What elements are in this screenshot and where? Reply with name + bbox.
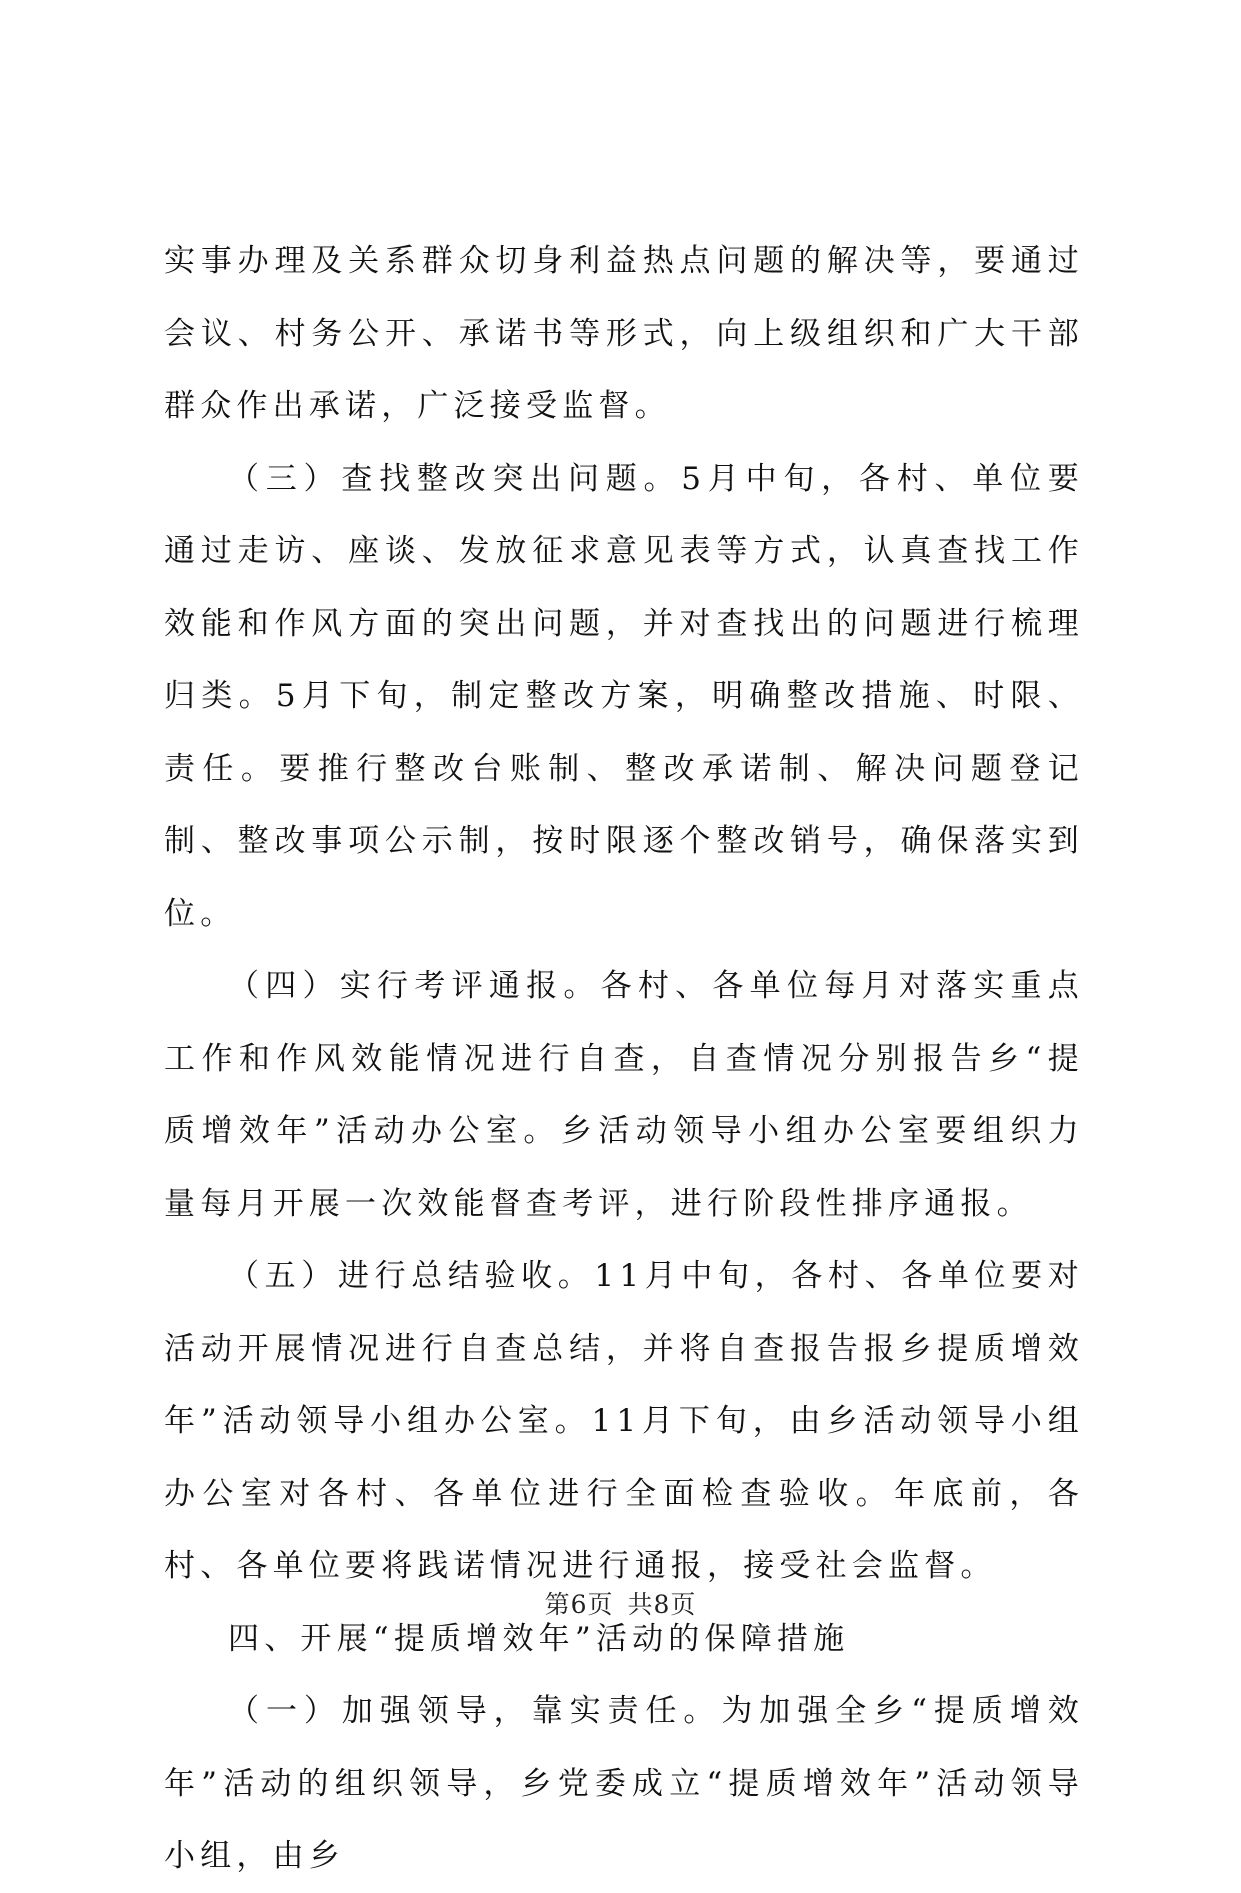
- page-total: 共8页: [627, 1590, 697, 1619]
- document-body: [164, 225, 1084, 1893]
- page-footer: [0, 1585, 1241, 1621]
- paragraph-section-3: （三）查找整改突出问题。5月中旬，各村、单位要通过走访、座谈、发放征求意见表等方式，认真查找工作效能和作风方面的突出问题，并对查找出的问题进行梳理归类。5月下旬，制定整改方案，明确整改措施、时限、责任。要推行整改台账制、整改承诺制、解决问题登记制、整改事项公示制，按时限逐个整改销号，确保落实到位。: [164, 460, 1084, 932]
- section-heading-4: 四、开展“提质增效年”活动的保障措施: [228, 1620, 850, 1657]
- paragraph-measure-1: （一）加强领导，靠实责任。为加强全乡“提质增效年”活动的组织领导，乡党委成立“提质增效年”活动领导小组，由乡: [164, 1693, 1084, 1874]
- paragraph-section-5: （五）进行总结验收。11月中旬，各村、各单位要对活动开展情况进行自查总结，并将自查报告报乡提质增效年”活动领导小组办公室。11月下旬，由乡活动领导小组办公室对各村、各单位进行全面检查验收。年底前，各村、各单位要将践诺情况进行通报，接受社会监督。: [164, 1258, 1084, 1584]
- paragraph-section-4: （四）实行考评通报。各村、各单位每月对落实重点工作和作风效能情况进行自查，自查情况分别报告乡“提质增效年”活动办公室。乡活动领导小组办公室要组织力量每月开展一次效能督查考评，进行阶段性排序通报。: [164, 968, 1084, 1222]
- page-number: 第6页: [544, 1590, 614, 1619]
- paragraph-continuation: 实事办理及关系群众切身利益热点问题的解决等，要通过会议、村务公开、承诺书等形式，向上级组织和广大干部群众作出承诺，广泛接受监督。: [164, 243, 1084, 424]
